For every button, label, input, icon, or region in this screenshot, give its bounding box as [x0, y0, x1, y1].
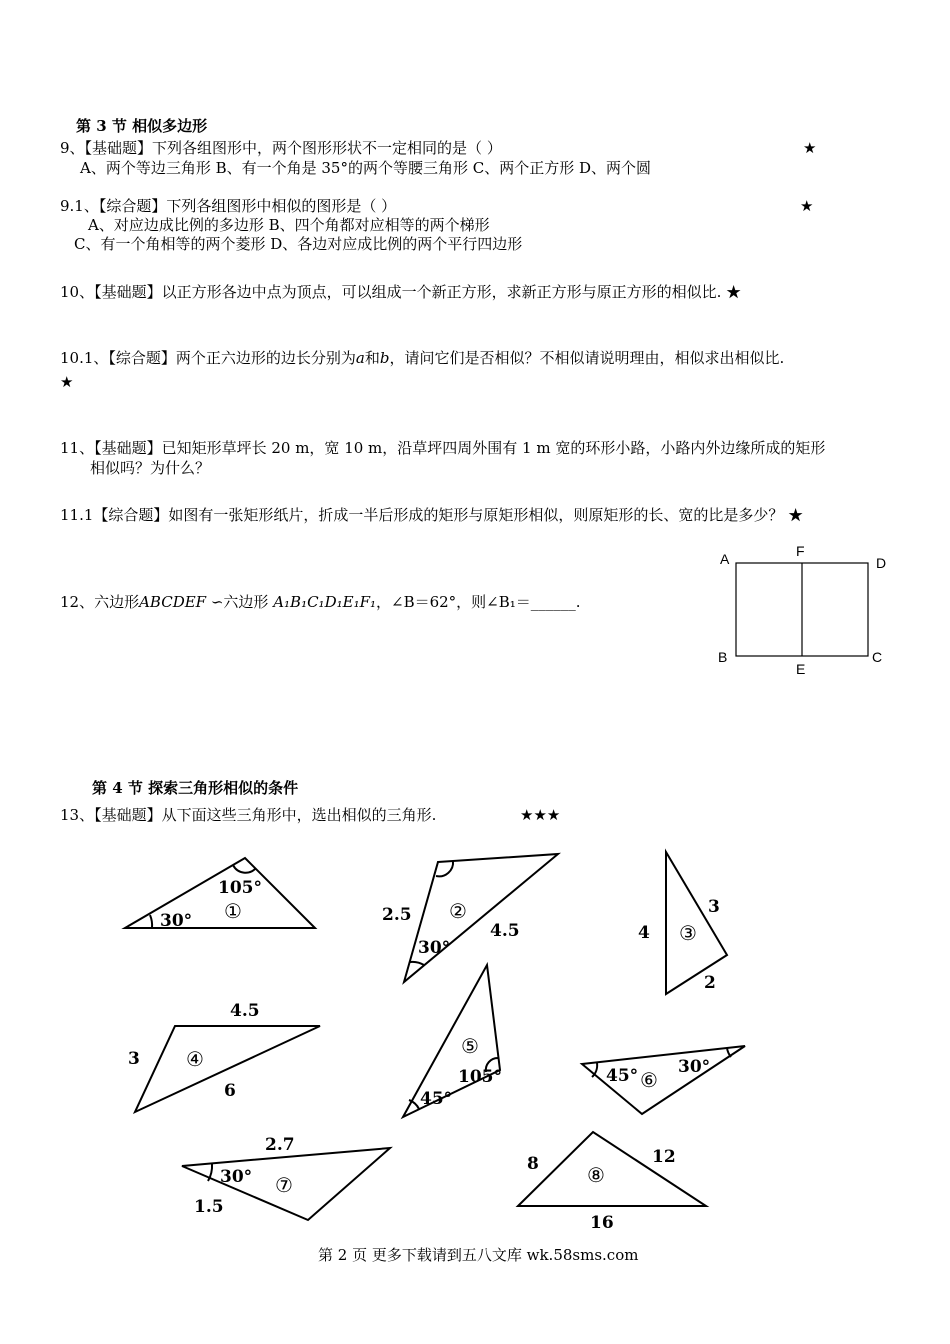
label-b: B — [718, 649, 728, 665]
q12-condition: ，∠B＝62°，则∠B₁＝ — [376, 593, 531, 611]
q10: 10、【基础题】以正方形各边中点为顶点，可以组成一个新正方形，求新正方形与原正方形的相似比. ★ — [60, 283, 742, 301]
q9-1-line1: 9.1、【综合题】下列各组图形中相似的图形是（ ） — [60, 197, 397, 215]
q13-stars: ★★★ — [520, 806, 561, 824]
q9-line1: 9、【基础题】下列各组图形中，两个图形形状不一定相同的是（ ） — [60, 139, 502, 157]
q10-1-star: ★ — [60, 373, 74, 391]
t2-side-2-5: 2.5 — [382, 905, 412, 925]
q12 — [60, 592, 581, 612]
q12-similar: ∽六边形 — [206, 593, 274, 611]
q13: 13、【基础题】从下面这些三角形中，选出相似的三角形. — [60, 806, 437, 824]
t2-angle-30: 30° — [418, 938, 451, 958]
q11-line1: 11、【基础题】已知矩形草坪长 20 m，宽 10 m，沿草坪四周外围有 1 m 宽的环形小路，小路内外边缘所成的矩形 — [60, 439, 826, 457]
t2-number: ② — [449, 899, 467, 923]
t3-number: ③ — [679, 921, 697, 945]
q12-end: . — [575, 593, 581, 611]
q9-options: A、两个等边三角形 B、有一个角是 35°的两个等腰三角形 C、两个正方形 D、两个圆 — [80, 159, 652, 177]
q9-star: ★ — [803, 139, 817, 157]
label-f: F — [796, 543, 805, 559]
q12-blank: ______ — [530, 593, 576, 611]
q9-1-options-ab: A、对应边成比例的多边形 B、四个角都对应相等的两个梯形 — [88, 216, 490, 234]
section3-title: 第 3 节 相似多边形 — [76, 117, 208, 135]
label-a: A — [720, 551, 730, 567]
t1-angle-105: 105° — [218, 878, 262, 898]
t7-side-2-7: 2.7 — [265, 1135, 295, 1155]
t5-angle-105: 105° — [458, 1067, 502, 1087]
t1-number: ① — [224, 899, 242, 923]
t8-side-16: 16 — [590, 1213, 614, 1233]
t3-side-2: 2 — [704, 973, 716, 993]
t4-side-6: 6 — [224, 1081, 236, 1101]
q9-1-options-cd: C、有一个角相等的两个菱形 D、各边对应成比例的两个平行四边形 — [74, 235, 523, 253]
t4-number: ④ — [186, 1047, 204, 1071]
t8-side-12: 12 — [652, 1147, 676, 1167]
t2-side-4-5: 4.5 — [490, 921, 520, 941]
label-d: D — [876, 555, 887, 571]
triangle-2 — [404, 854, 558, 982]
t3-side-4: 4 — [638, 923, 650, 943]
t4-side-4-5: 4.5 — [230, 1001, 260, 1021]
q11-1: 11.1【综合题】如图有一张矩形纸片，折成一半后形成的矩形与原矩形相似，则原矩形的长、宽的比是多少？ ★ — [60, 506, 804, 524]
t1-angle-30: 30° — [160, 911, 193, 931]
page-footer: 第 2 页 更多下载请到五八文库 wk.58sms.com — [318, 1246, 639, 1264]
t4-side-3: 3 — [128, 1049, 140, 1069]
q12-hexagon-1: ABCDEF — [139, 593, 207, 611]
section4-title: 第 4 节 探索三角形相似的条件 — [92, 779, 299, 797]
t6-angle-45: 45° — [606, 1066, 639, 1086]
rectangle-figure — [700, 540, 900, 680]
t5-angle-45: 45° — [420, 1089, 453, 1109]
t5-number: ⑤ — [461, 1034, 479, 1058]
t7-angle-30: 30° — [220, 1167, 253, 1187]
q12-lead: 12、六边形 — [60, 593, 140, 611]
triangles-figure — [0, 840, 950, 1240]
q9-1-star: ★ — [800, 197, 814, 215]
t7-number: ⑦ — [275, 1173, 293, 1197]
t6-number: ⑥ — [640, 1068, 658, 1092]
triangle-2-angle-arc-30 — [410, 962, 424, 965]
t8-side-8: 8 — [527, 1154, 539, 1174]
q11-line2: 相似吗？为什么？ — [90, 459, 211, 477]
label-c: C — [872, 649, 883, 665]
triangle-1-angle-arc-30 — [150, 915, 152, 928]
t6-angle-30: 30° — [678, 1057, 711, 1077]
t8-number: ⑧ — [587, 1163, 605, 1187]
triangle-8 — [518, 1132, 706, 1206]
triangle-6-angle-arc-30 — [727, 1048, 731, 1057]
t3-side-3: 3 — [708, 897, 720, 917]
t7-side-1-5: 1.5 — [194, 1197, 224, 1217]
q12-hexagon-2: A₁B₁C₁D₁E₁F₁ — [273, 593, 376, 611]
label-e: E — [796, 661, 806, 677]
q10-1-line1: 10.1、【综合题】两个正六边形的边长分别为𝑎和𝑏，请问它们是否相似？不相似请说明理由，相似求出相似比. — [60, 349, 785, 367]
